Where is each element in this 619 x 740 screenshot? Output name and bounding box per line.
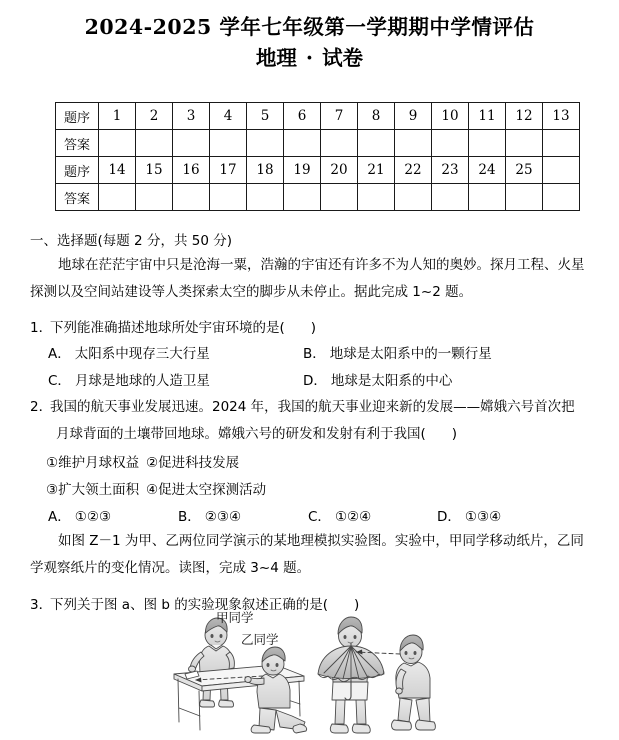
option-letter: A． — [48, 346, 71, 362]
question-1-close-paren: ) — [310, 320, 317, 336]
answer-cell[interactable] — [469, 130, 506, 157]
option-text: 地球是太阳系的中心 — [330, 373, 453, 389]
student-observer-right — [392, 635, 436, 730]
answer-cell[interactable] — [284, 130, 321, 157]
question-2-statement-1 — [46, 451, 139, 471]
answer-cell[interactable] — [432, 184, 469, 211]
question-1-stem — [30, 317, 316, 339]
title-paper-type: 试卷 — [322, 46, 364, 70]
question-number-cell: 3 — [173, 103, 210, 130]
statement-text: 促进太空探测活动 — [158, 482, 267, 498]
answer-cell[interactable] — [321, 130, 358, 157]
question-number-cell: 24 — [469, 157, 506, 184]
question-number-cell: 5 — [247, 103, 284, 130]
figure-label-jia: 甲同学 — [216, 610, 254, 625]
option-letter: D． — [303, 373, 327, 389]
question-2-option-c[interactable] — [308, 505, 371, 525]
question-number-cell: 1 — [99, 103, 136, 130]
intro-paragraph-1 — [30, 252, 596, 306]
question-1-number: 1． — [30, 320, 53, 336]
question-1-option-a[interactable] — [48, 342, 210, 362]
answer-cell[interactable] — [210, 184, 247, 211]
option-text: ①②④ — [334, 509, 372, 525]
answer-table — [55, 102, 580, 211]
question-1-option-b[interactable] — [303, 342, 492, 362]
answer-cell[interactable] — [247, 130, 284, 157]
answer-cell[interactable] — [247, 184, 284, 211]
title-line-subject — [0, 42, 619, 74]
answer-cell[interactable] — [136, 130, 173, 157]
umbrella — [318, 643, 384, 700]
question-2-statement-4 — [146, 478, 266, 498]
question-3-text: 下列关于图 a、图 b 的实验现象叙述正确的是( — [50, 597, 328, 613]
row-header-answer-2: 答案 — [56, 184, 99, 211]
option-text: 太阳系中现存三大行星 — [74, 346, 210, 362]
option-letter: B． — [303, 346, 326, 362]
table-row — [56, 184, 580, 211]
option-text: 地球是太阳系中的一颗行星 — [329, 346, 492, 362]
statement-marker: ③ — [46, 482, 59, 498]
question-2-number: 2． — [30, 399, 53, 415]
row-header-question-1: 题序 — [56, 103, 99, 130]
question-2-stem-line-1 — [30, 396, 575, 418]
answer-cell[interactable] — [543, 130, 580, 157]
row-header-answer-1: 答案 — [56, 130, 99, 157]
question-number-cell: 9 — [395, 103, 432, 130]
question-2-statement-2 — [146, 451, 239, 471]
answer-cell[interactable] — [321, 184, 358, 211]
question-number-cell-empty — [543, 157, 580, 184]
section-heading: 一、选择题(每题 2 分，共 50 分) — [30, 233, 232, 249]
experiment-illustration — [168, 612, 458, 740]
question-number-cell: 11 — [469, 103, 506, 130]
option-text: ①③④ — [464, 509, 502, 525]
answer-cell[interactable] — [136, 184, 173, 211]
answer-cell[interactable] — [395, 130, 432, 157]
question-number-cell: 14 — [99, 157, 136, 184]
question-number-cell: 16 — [173, 157, 210, 184]
question-2-statement-3 — [46, 478, 139, 498]
experiment-figure-svg — [168, 612, 458, 740]
answer-cell[interactable] — [358, 184, 395, 211]
question-number-cell: 19 — [284, 157, 321, 184]
question-2-text-line-2: 月球背面的土壤带回地球。嫦娥六号的研发和发射有利于我国( — [56, 426, 426, 442]
title-separator: · — [305, 46, 314, 70]
question-3-close-paren: ) — [353, 597, 360, 613]
table-row — [56, 103, 580, 130]
question-2-stem-line-2 — [56, 423, 457, 445]
option-text: 月球是地球的人造卫星 — [74, 373, 210, 389]
intro-paragraph-2 — [30, 528, 596, 582]
option-letter: A． — [48, 509, 71, 525]
statement-marker: ① — [46, 455, 59, 471]
question-number-cell: 25 — [506, 157, 543, 184]
answer-cell[interactable] — [210, 130, 247, 157]
question-1-option-d[interactable] — [303, 369, 452, 389]
intro-paragraph-1-text: 地球在茫茫宇宙中只是沧海一粟，浩瀚的宇宙还有许多不为人知的奥妙。探月工程、火星探测以及空间站建设等人类探索太空的脚步从未停止。据此完成 1~2 题。 — [30, 257, 585, 300]
student-jia-standing — [189, 618, 235, 707]
option-text: ②③④ — [204, 509, 242, 525]
student-yi-kneeling — [245, 647, 307, 733]
question-2-close-paren: ) — [451, 426, 458, 442]
question-number-cell: 8 — [358, 103, 395, 130]
question-number-cell: 18 — [247, 157, 284, 184]
question-number-cell: 22 — [395, 157, 432, 184]
answer-cell[interactable] — [469, 184, 506, 211]
answer-cell[interactable] — [395, 184, 432, 211]
question-number-cell: 23 — [432, 157, 469, 184]
option-letter: C． — [48, 373, 71, 389]
statement-text: 维护月球权益 — [58, 455, 140, 471]
question-number-cell: 6 — [284, 103, 321, 130]
question-2-option-a[interactable] — [48, 505, 111, 525]
question-3-number: 3． — [30, 597, 53, 613]
question-1-text: 下列能准确描述地球所处宇宙环境的是( — [50, 320, 285, 336]
question-number-cell: 4 — [210, 103, 247, 130]
table-row — [56, 130, 580, 157]
question-1-option-c[interactable] — [48, 369, 210, 389]
question-number-cell: 15 — [136, 157, 173, 184]
answer-cell[interactable] — [99, 130, 136, 157]
question-number-cell: 13 — [543, 103, 580, 130]
answer-cell[interactable] — [173, 184, 210, 211]
statement-marker: ② — [146, 455, 159, 471]
answer-cell[interactable] — [99, 184, 136, 211]
option-text: ①②③ — [74, 509, 112, 525]
option-letter: C． — [308, 509, 331, 525]
question-number-cell: 7 — [321, 103, 358, 130]
answer-grid — [55, 102, 580, 211]
table-row — [56, 157, 580, 184]
statement-marker: ④ — [146, 482, 159, 498]
answer-cell[interactable] — [284, 184, 321, 211]
intro-paragraph-2-text: 如图 Z－1 为甲、乙两位同学演示的某地理模拟实验图。实验中，甲同学移动纸片，乙同学观察纸片的变化情况。读图，完成 3~4 题。 — [30, 533, 584, 576]
option-letter: D． — [437, 509, 461, 525]
answer-cell[interactable] — [506, 130, 543, 157]
statement-text: 促进科技发展 — [158, 455, 240, 471]
answer-cell[interactable] — [358, 130, 395, 157]
question-2-option-b[interactable] — [178, 505, 241, 525]
page-title — [0, 12, 619, 74]
option-letter: B． — [178, 509, 201, 525]
question-number-cell: 21 — [358, 157, 395, 184]
question-number-cell: 20 — [321, 157, 358, 184]
title-line-year: 2024-2025 学年七年级第一学期期中学情评估 — [84, 15, 535, 39]
row-header-question-2: 题序 — [56, 157, 99, 184]
question-number-cell: 17 — [210, 157, 247, 184]
figure-label-yi: 乙同学 — [241, 632, 279, 647]
answer-cell[interactable] — [173, 130, 210, 157]
answer-cell[interactable] — [543, 184, 580, 211]
title-subject: 地理 — [255, 46, 297, 70]
question-2-text-line-1: 我国的航天事业发展迅速。2024 年，我国的航天事业迎来新的发展——嫦娥六号首次把 — [50, 399, 575, 415]
question-2-option-d[interactable] — [437, 505, 501, 525]
question-number-cell: 2 — [136, 103, 173, 130]
statement-text: 扩大领土面积 — [58, 482, 140, 498]
answer-cell[interactable] — [506, 184, 543, 211]
question-number-cell: 12 — [506, 103, 543, 130]
question-number-cell: 10 — [432, 103, 469, 130]
answer-cell[interactable] — [432, 130, 469, 157]
